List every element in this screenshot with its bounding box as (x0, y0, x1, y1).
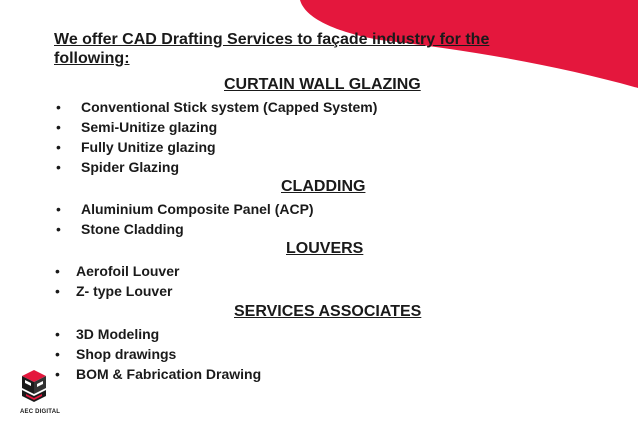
list-item: • Fully Unitize glazing (56, 137, 377, 157)
list-item: • 3D Modeling (55, 324, 261, 344)
list-item: • Aerofoil Louver (55, 261, 179, 281)
list-item: • Z- type Louver (55, 281, 179, 301)
cladding-list (56, 199, 314, 239)
list-item: • Spider Glazing (56, 157, 377, 177)
section-title-louvers: LOUVERS (286, 240, 364, 257)
logo-text: AEC DIGITAL (20, 409, 61, 415)
services-associates-list (55, 324, 261, 384)
list-item: • Aluminium Composite Panel (ACP) (56, 199, 314, 219)
list-item: • Shop drawings (55, 344, 261, 364)
section-title-cladding: CLADDING (281, 178, 366, 195)
list-item: • Conventional Stick system (Capped System) (56, 97, 377, 117)
list-item: • Semi-Unitize glazing (56, 117, 377, 137)
curtain-wall-list (56, 97, 377, 177)
louvers-list (55, 261, 179, 301)
section-title-services-associates: SERVICES ASSOCIATES (234, 303, 422, 320)
list-item: • BOM & Fabrication Drawing (55, 364, 261, 384)
section-title-curtain-wall: CURTAIN WALL GLAZING (224, 76, 421, 93)
aec-logo-icon (20, 370, 50, 408)
aec-logo (20, 370, 61, 415)
list-item: • Stone Cladding (56, 219, 314, 239)
page-heading: We offer CAD Drafting Services to façade industry for the following: (54, 31, 490, 67)
